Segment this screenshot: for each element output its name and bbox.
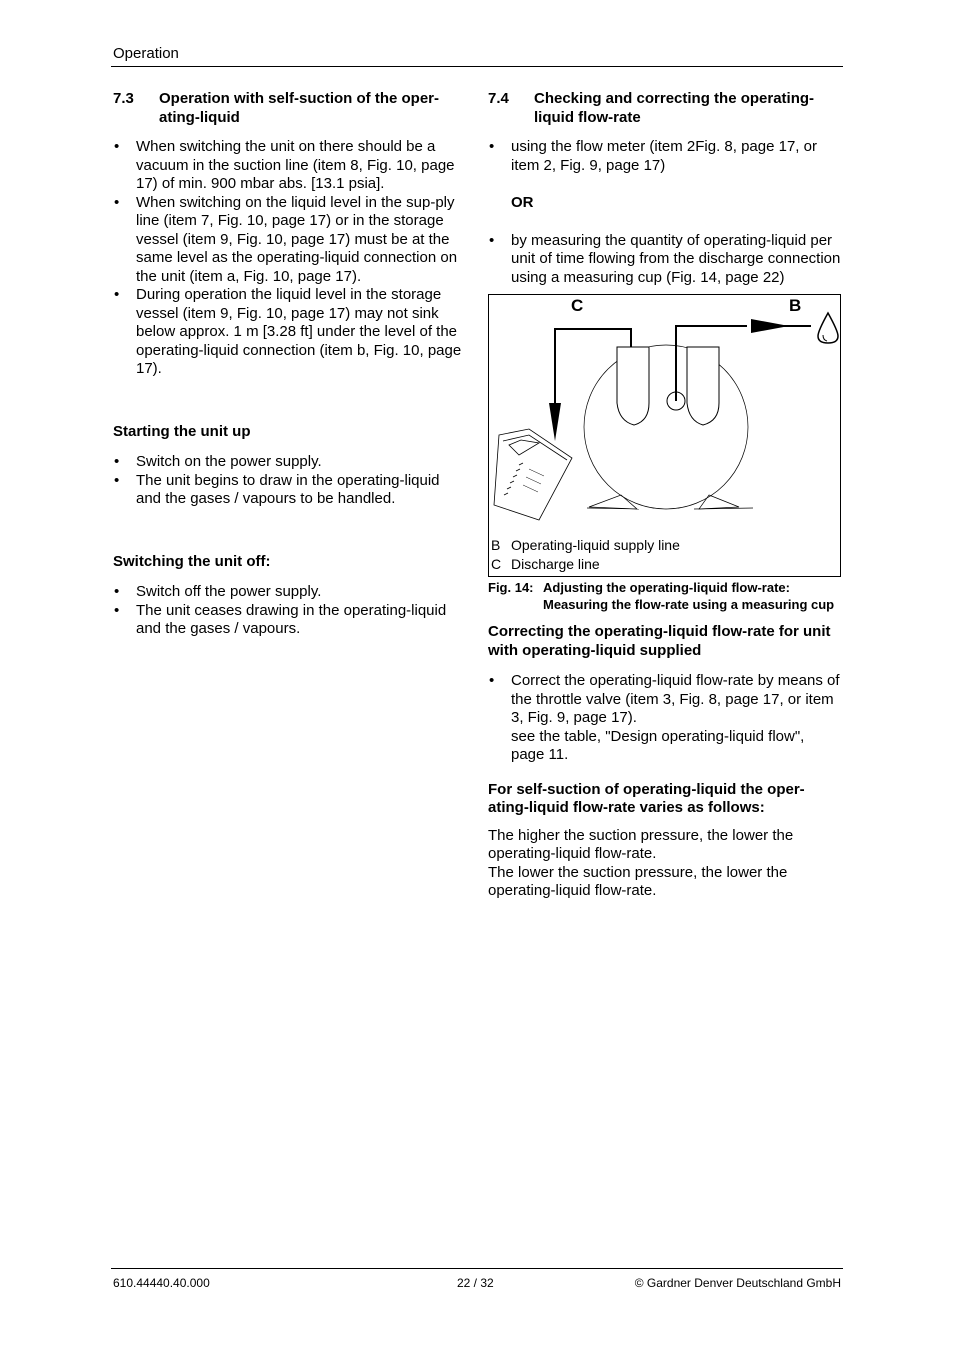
legend-key: B [491,537,501,553]
footer-copyright: © Gardner Denver Deutschland GmbH [634,1276,841,1290]
correcting-heading: Correcting the operating-liquid flow-rate for unit with operating-liquid supplied [488,623,831,659]
figure-14 [488,294,841,577]
footer-page-number: 22 / 32 [457,1276,494,1290]
list-item: • During operation the liquid level in the storage vessel (item 9, Fig. 10, page 17) may not sink below approx. 1 m [3.28 ft] under the level of the operating-liquid connection (item b, Fig. 10, page 17). [113,286,465,379]
correcting-list [488,672,841,765]
section-7-3-heading [113,90,465,127]
switching-off-list [113,583,465,639]
legend-key: C [491,556,502,572]
list-item-continuation: see the table, "Design operating-liquid flow", page 11. [511,727,805,763]
list-item-text: Correct the operating-liquid flow-rate by means of the throttle valve (item 3, Fig. 8, page 17, or item 3, Fig. 9, page 17). [511,672,840,726]
footer-doc-number: 610.44440.40.000 [113,1276,210,1290]
label-c: C [571,296,584,315]
pump-diagram [489,295,840,576]
or-label: OR [511,194,534,211]
left-column [113,90,465,639]
section-7-4-heading [488,90,841,127]
list-item: • When switching the unit on there should be a vacuum in the suction line (item 8, Fig. 10, page 17) of min. 900 mbar abs. [13.1 psia]. [113,138,465,194]
section-title: Checking and correcting the operating-liquid flow-rate [534,90,815,126]
list-item: • Switch on the power supply. [113,453,465,472]
liquid-drop-icon [818,313,838,343]
self-suction-line-1: The higher the suction pressure, the lower the operating-liquid flow-rate. [488,826,794,862]
header-rule [111,66,843,67]
starting-list [113,453,465,509]
figure-caption-text: Adjusting the operating-liquid flow-rate: Measuring the flow-rate using a measuring cup [543,580,835,612]
measuring-cup-icon [494,429,572,520]
figure-number: Fig. 14: [488,580,534,595]
pump-body [584,345,753,509]
self-suction-heading: For self-suction of operating-liquid the oper-ating-liquid flow-rate varies as follows: [488,780,805,816]
figure-legend [491,536,680,574]
figure-caption [488,579,841,613]
section-number: 7.4 [488,90,509,107]
discharge-arrow-icon [549,403,561,441]
starting-heading: Starting the unit up [113,422,251,440]
list-item: • The unit ceases drawing in the operating-liquid and the gases / vapours. [113,602,465,639]
list-item [488,672,841,765]
list-item: • Switch off the power supply. [113,583,465,602]
list-item: • using the flow meter (item 2Fig. 8, page 17, or item 2, Fig. 9, page 17) [488,138,841,175]
legend-row-c [491,555,680,574]
method-list-1 [488,138,841,175]
list-item: • When switching on the liquid level in the sup-ply line (item 7, Fig. 10, page 17) or in the storage vessel (item 9, Fig. 10, page 17) must be at the same level as the operating-liquid connection on the unit (item a, Fig. 10, page 17). [113,194,465,287]
switching-off-heading: Switching the unit off: [113,552,271,570]
right-column [488,90,841,901]
legend-text: Operating-liquid supply line [511,537,680,553]
list-item: • The unit begins to draw in the operating-liquid and the gases / vapours to be handled. [113,472,465,509]
list-item: • by measuring the quantity of operating-liquid per unit of time flowing from the discharge connection using a measuring cup (Fig. 14, page 22) [488,232,841,288]
method-list-2 [488,232,841,288]
supply-arrow-icon [751,319,789,333]
legend-text: Discharge line [511,556,600,572]
footer-rule [111,1268,843,1269]
legend-row-b [491,536,680,555]
running-header: Operation [113,45,179,62]
self-suction-line-2: The lower the suction pressure, the lower the operating-liquid flow-rate. [488,863,788,899]
section-title: Operation with self-suction of the oper-ating-liquid [159,90,440,126]
requirements-list [113,138,465,379]
section-number: 7.3 [113,90,134,107]
label-b: B [789,296,802,315]
